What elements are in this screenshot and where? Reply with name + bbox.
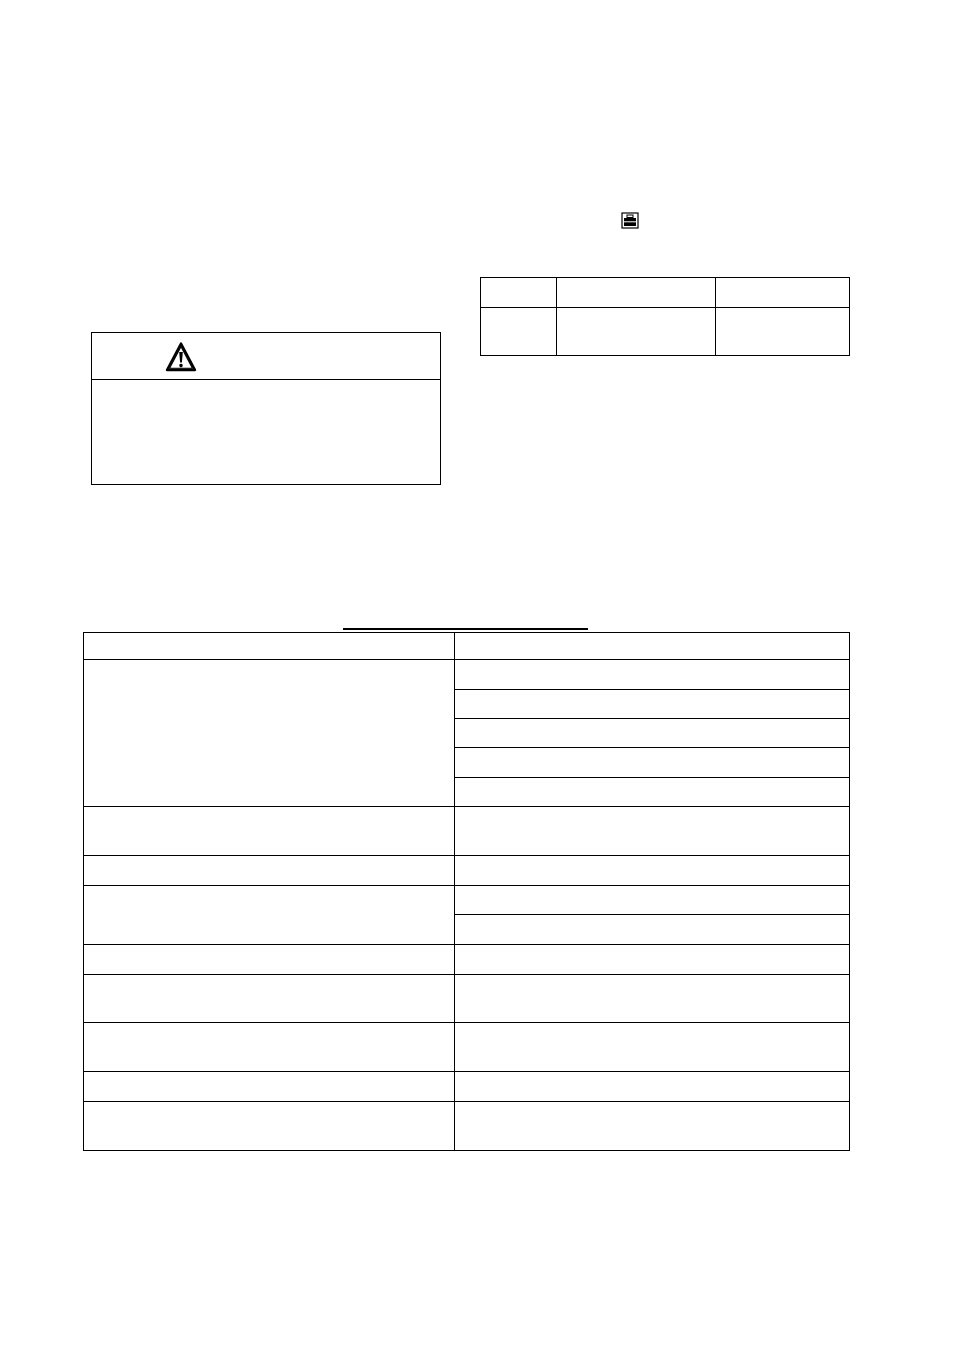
spec-label-cell [84, 660, 455, 807]
small-table-cell [716, 308, 850, 356]
small-table-cell [557, 278, 716, 308]
table-row [84, 945, 850, 975]
warning-header [92, 333, 440, 380]
spec-table [83, 632, 850, 1151]
table-row [84, 807, 850, 856]
spec-value-cell [455, 778, 850, 807]
spec-label-cell [84, 1023, 455, 1072]
spec-label-cell [84, 975, 455, 1023]
spec-table-header-row [84, 633, 850, 660]
spec-label-cell [84, 945, 455, 975]
spec-value-cell [455, 1102, 850, 1151]
spec-label-cell [84, 1102, 455, 1151]
spec-label-cell [84, 807, 455, 856]
spec-value-cell [455, 719, 850, 748]
small-table-cell [557, 308, 716, 356]
spec-label-cell [84, 1072, 455, 1102]
spec-value-cell [455, 748, 850, 778]
spec-value-cell [455, 975, 850, 1023]
table-row [84, 1023, 850, 1072]
spec-label-cell [84, 856, 455, 886]
spec-value-cell [455, 886, 850, 915]
spec-value-cell [455, 690, 850, 719]
spec-value-cell [455, 1023, 850, 1072]
small-table-header-row [481, 278, 850, 308]
spec-value-cell [455, 1072, 850, 1102]
spec-section-title [343, 608, 588, 630]
small-table [480, 277, 850, 356]
spec-value-cell [455, 660, 850, 690]
small-table-cell [481, 278, 557, 308]
toolbox-icon [621, 212, 639, 229]
table-row [84, 660, 850, 690]
table-row [84, 856, 850, 886]
table-row [84, 975, 850, 1023]
table-row [84, 1102, 850, 1151]
table-row [84, 1072, 850, 1102]
spec-value-cell [455, 856, 850, 886]
spec-value-cell [455, 807, 850, 856]
small-table-cell [481, 308, 557, 356]
table-row [84, 886, 850, 915]
spec-header-cell [455, 633, 850, 660]
spec-header-cell [84, 633, 455, 660]
spec-value-cell [455, 945, 850, 975]
spec-value-cell [455, 915, 850, 945]
warning-box [91, 332, 441, 485]
warning-triangle-icon [165, 341, 197, 373]
spec-label-cell [84, 886, 455, 945]
small-table-row [481, 308, 850, 356]
small-table-cell [716, 278, 850, 308]
